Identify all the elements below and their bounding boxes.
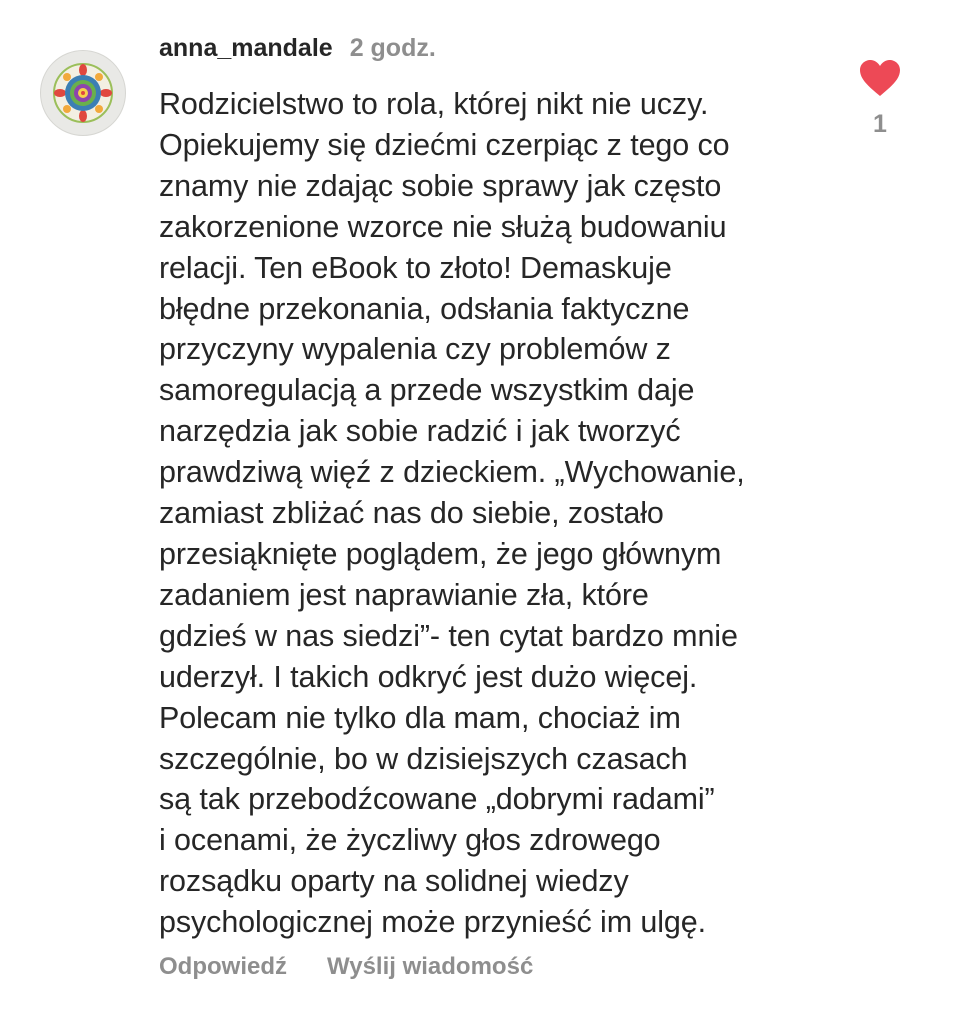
comment-line: szczególnie, bo w dzisiejszych czasach bbox=[159, 741, 688, 776]
comment-actions bbox=[159, 953, 533, 981]
mandala-avatar-icon bbox=[52, 62, 114, 124]
comment-line: prawdziwą więź z dzieckiem. „Wychowanie, bbox=[159, 455, 745, 490]
timestamp: 2 godz. bbox=[349, 34, 436, 62]
comment-header bbox=[159, 34, 436, 70]
username[interactable]: anna_mandale bbox=[159, 34, 333, 62]
comment-line: gdzieś w nas siedzi”- ten cytat bardzo mnie bbox=[159, 618, 738, 653]
comment-line: narzędzia jak sobie radzić i jak tworzyć bbox=[159, 414, 681, 449]
like-count: 1 bbox=[873, 110, 887, 138]
comment-line: psychologicznej może przynieść im ulgę. bbox=[159, 905, 707, 940]
avatar[interactable] bbox=[40, 50, 126, 136]
comment-line: przyczyny wypalenia czy problemów z bbox=[159, 332, 671, 367]
comment-line: błędne przekonania, odsłania faktyczne bbox=[159, 291, 690, 326]
comment-line: i ocenami, że życzliwy głos zdrowego bbox=[159, 823, 661, 858]
comment-line: Opiekujemy się dziećmi czerpiąc z tego co bbox=[159, 127, 730, 162]
like-button[interactable] bbox=[858, 58, 902, 98]
heart-filled-icon bbox=[858, 58, 902, 98]
comment-line: przesiąknięte poglądem, że jego głównym bbox=[159, 536, 722, 571]
comment-line: samoregulacją a przede wszystkim daje bbox=[159, 373, 695, 408]
comment-line: Rodzicielstwo to rola, której nikt nie uczy. bbox=[159, 87, 709, 121]
comment-line: znamy nie zdając sobie sprawy jak często bbox=[159, 168, 722, 203]
comment-line: są tak przebodźcowane „dobrymi radami” bbox=[159, 782, 715, 817]
comment-line: rozsądku oparty na solidnej wiedzy bbox=[159, 864, 629, 899]
reply-button[interactable]: Odpowiedź bbox=[159, 953, 287, 980]
comment-line: zamiast zbliżać nas do siebie, zostało bbox=[159, 496, 664, 531]
send-message-button[interactable]: Wyślij wiadomość bbox=[327, 953, 534, 980]
comment-line: relacji. Ten eBook to złoto! Demaskuje bbox=[159, 250, 672, 285]
comment-line: uderzył. I takich odkryć jest dużo więcej. bbox=[159, 659, 698, 694]
comment-line: zakorzenione wzorce nie służą budowaniu bbox=[159, 209, 727, 244]
comment-line: Polecam nie tylko dla mam, chociaż im bbox=[159, 700, 681, 735]
comment-line: zadaniem jest naprawianie zła, które bbox=[159, 577, 649, 612]
comment-text bbox=[159, 84, 849, 943]
